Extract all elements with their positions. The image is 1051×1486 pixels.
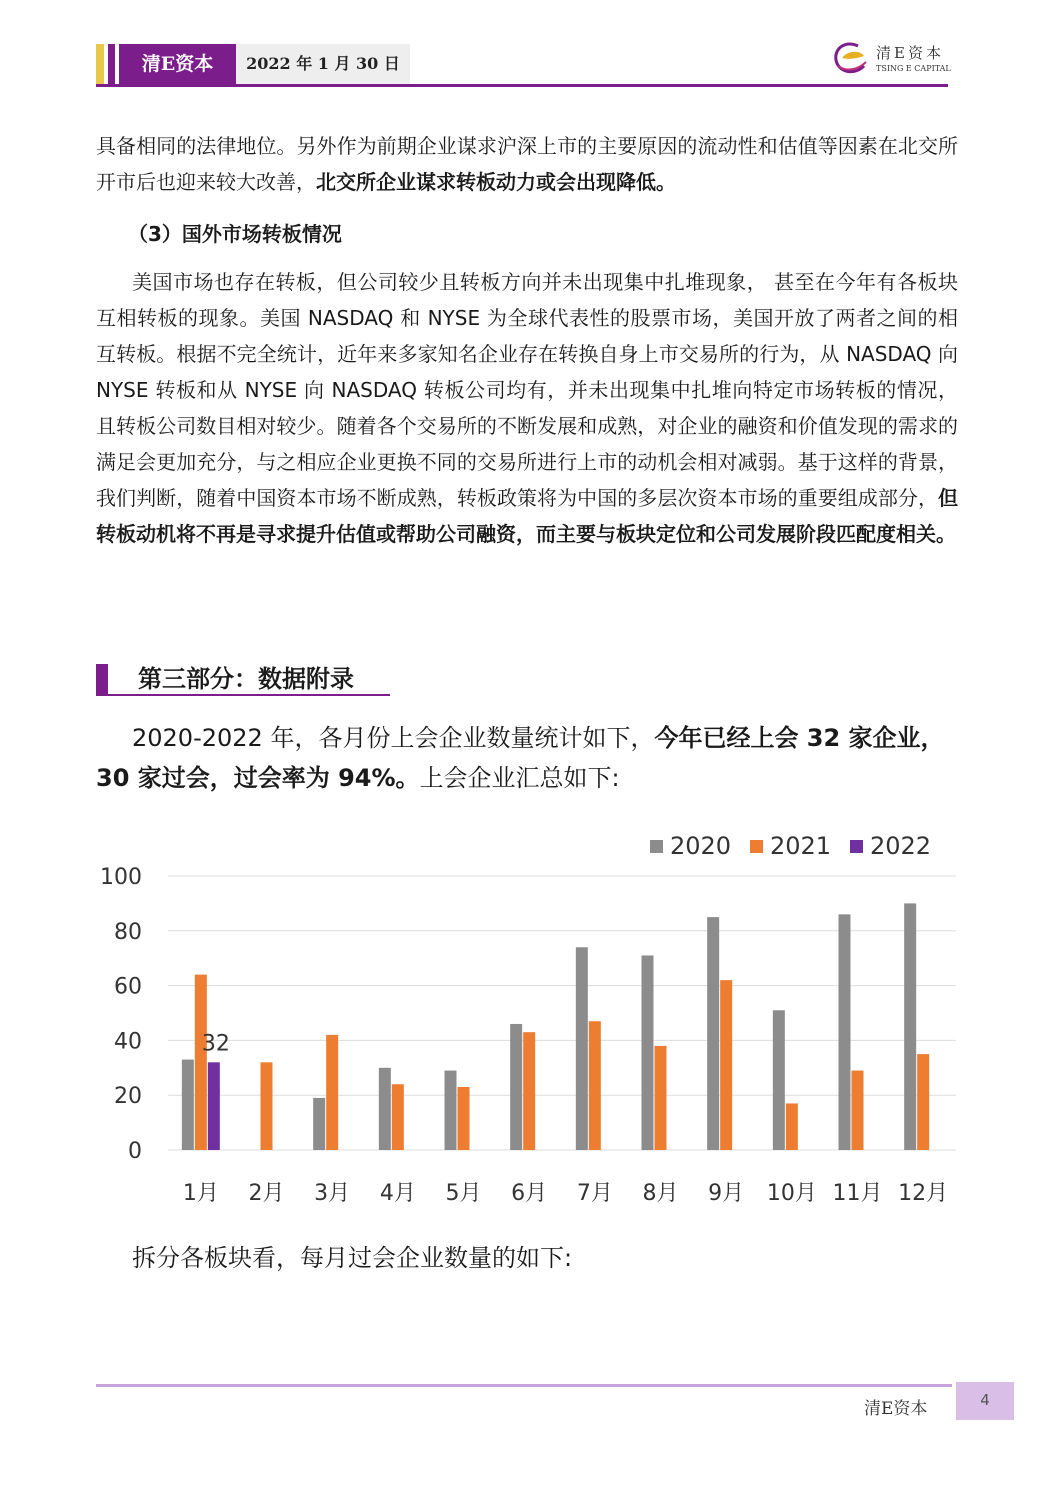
section-title: 第三部分：数据附录 bbox=[138, 665, 354, 693]
bar-2021-7 bbox=[589, 1021, 601, 1150]
x-tick-label: 8月 bbox=[642, 1181, 679, 1206]
x-tick-label: 4月 bbox=[379, 1181, 416, 1206]
bar-2022-1 bbox=[208, 1062, 220, 1150]
bar-2021-2 bbox=[261, 1062, 273, 1150]
header-accent-purple bbox=[108, 44, 115, 84]
header-accent-yellow bbox=[96, 44, 104, 84]
y-tick-label: 60 bbox=[114, 974, 142, 1000]
header-date: 2022 年 1 月 30 日 bbox=[236, 44, 410, 84]
chart-x-axis bbox=[183, 1181, 948, 1206]
x-tick-label: 6月 bbox=[511, 1181, 548, 1206]
chart-gridlines bbox=[168, 876, 956, 1150]
bar-2020-8 bbox=[642, 955, 654, 1150]
paragraph-1: 具备相同的法律地位。另外作为前期企业谋求沪深上市的主要原因的流动性和估值等因素在北交所开市后也迎来较大改善，北交所企业谋求转板动力或会出现降低。 bbox=[96, 134, 958, 194]
bar-2021-11 bbox=[852, 1071, 864, 1150]
page-number: 4 bbox=[956, 1382, 1014, 1420]
y-tick-label: 40 bbox=[114, 1029, 142, 1055]
bar-2021-5 bbox=[458, 1087, 470, 1150]
bar-2021-8 bbox=[655, 1046, 667, 1150]
subheading-foreign-markets: （3）国外市场转板情况 bbox=[128, 222, 342, 246]
bar-2020-4 bbox=[379, 1068, 391, 1150]
bar-2020-11 bbox=[839, 914, 851, 1150]
bar-2020-12 bbox=[904, 903, 916, 1150]
x-tick-label: 10月 bbox=[766, 1181, 817, 1206]
bar-2021-9 bbox=[720, 980, 732, 1150]
bar-2021-4 bbox=[392, 1084, 404, 1150]
section-underline bbox=[96, 694, 390, 696]
logo-text-cn: 清E资本 bbox=[876, 44, 944, 62]
x-tick-label: 1月 bbox=[182, 1181, 219, 1206]
bar-2021-1 bbox=[195, 975, 207, 1150]
legend-label: 2021 bbox=[770, 832, 832, 860]
bar-2020-5 bbox=[445, 1071, 457, 1150]
x-tick-label: 5月 bbox=[445, 1181, 482, 1206]
footer-brand: 清E资本 bbox=[864, 1399, 928, 1419]
x-tick-label: 2月 bbox=[248, 1181, 285, 1206]
y-tick-label: 0 bbox=[128, 1139, 142, 1164]
x-tick-label: 11月 bbox=[832, 1181, 883, 1206]
bar-2020-7 bbox=[576, 947, 588, 1150]
chart-data-labels bbox=[202, 1031, 230, 1056]
x-tick-label: 3月 bbox=[314, 1181, 351, 1206]
chart-bars bbox=[182, 903, 929, 1150]
data-label: 32 bbox=[201, 1031, 230, 1057]
header-divider bbox=[96, 84, 948, 87]
x-tick-label: 9月 bbox=[708, 1181, 745, 1206]
legend-swatch-2021 bbox=[750, 840, 763, 853]
footer-divider bbox=[96, 1384, 952, 1387]
bar-2021-6 bbox=[523, 1032, 535, 1150]
bar-2020-10 bbox=[773, 1010, 785, 1150]
legend-label: 2020 bbox=[670, 832, 732, 860]
bar-2021-10 bbox=[786, 1103, 798, 1150]
legend-label: 2022 bbox=[870, 832, 932, 860]
section-marker bbox=[96, 664, 108, 694]
bar-2020-6 bbox=[510, 1024, 522, 1150]
logo-text-en: TSING E CAPITAL bbox=[876, 64, 951, 73]
y-tick-label: 80 bbox=[114, 919, 142, 945]
paragraph-3: 拆分各板块看，每月过会企业数量的如下: bbox=[132, 1244, 573, 1272]
bar-2020-1 bbox=[182, 1060, 194, 1150]
legend-swatch-2022 bbox=[850, 840, 863, 853]
paragraph-2: 美国市场也存在转板，但公司较少且转板方向并未出现集中扎堆现象， 甚至在今年有各板块互相转板的现象。美国 NASDAQ 和 NYSE 为全球代表性的股票市场，美国开放了两者之间的相互转板。根据不完全统计，近年来多家知名企业存在转换自身上市交易所的行为，从 NASDAQ 向 NYSE 转板和从 NYSE 向 NASDAQ 转板公司均有，并未出现集中扎堆向特定市场转板的情况，且转板公司数目相对较少。随着各个交易所的不断发展和成熟，对企业的融资和价值发现的需求的满足会更加充分，与之相应企业更换不同的交易所进行上市的动机会相对减弱。基于这样的背景，我们判断，随着中国资本市场不断成熟，转板政策将为中国的多层次资本市场的重要组成部分，但转板动机将不再是寻求提升估值或帮助公司融资，而主要与板块定位和公司发展阶段匹配度相关。 bbox=[96, 270, 958, 546]
bar-2020-3 bbox=[313, 1098, 325, 1150]
bar-2021-3 bbox=[326, 1035, 338, 1150]
chart-y-axis bbox=[100, 865, 142, 1164]
y-tick-label: 20 bbox=[114, 1084, 142, 1110]
intro-paragraph: 2020-2022 年，各月份上会企业数量统计如下，今年已经上会 32 家企业，30 家过会，过会率为 94%。上会企业汇总如下: bbox=[96, 724, 945, 792]
bar-2021-12 bbox=[917, 1054, 929, 1150]
y-tick-label: 100 bbox=[100, 865, 142, 890]
bar-2020-9 bbox=[707, 917, 719, 1150]
legend-swatch-2020 bbox=[650, 840, 663, 853]
x-tick-label: 7月 bbox=[576, 1181, 613, 1206]
header-brand: 清E资本 bbox=[119, 44, 236, 84]
monthly-meetings-bar-chart bbox=[90, 822, 970, 1222]
x-tick-label: 12月 bbox=[898, 1181, 949, 1206]
chart-legend bbox=[650, 832, 931, 860]
